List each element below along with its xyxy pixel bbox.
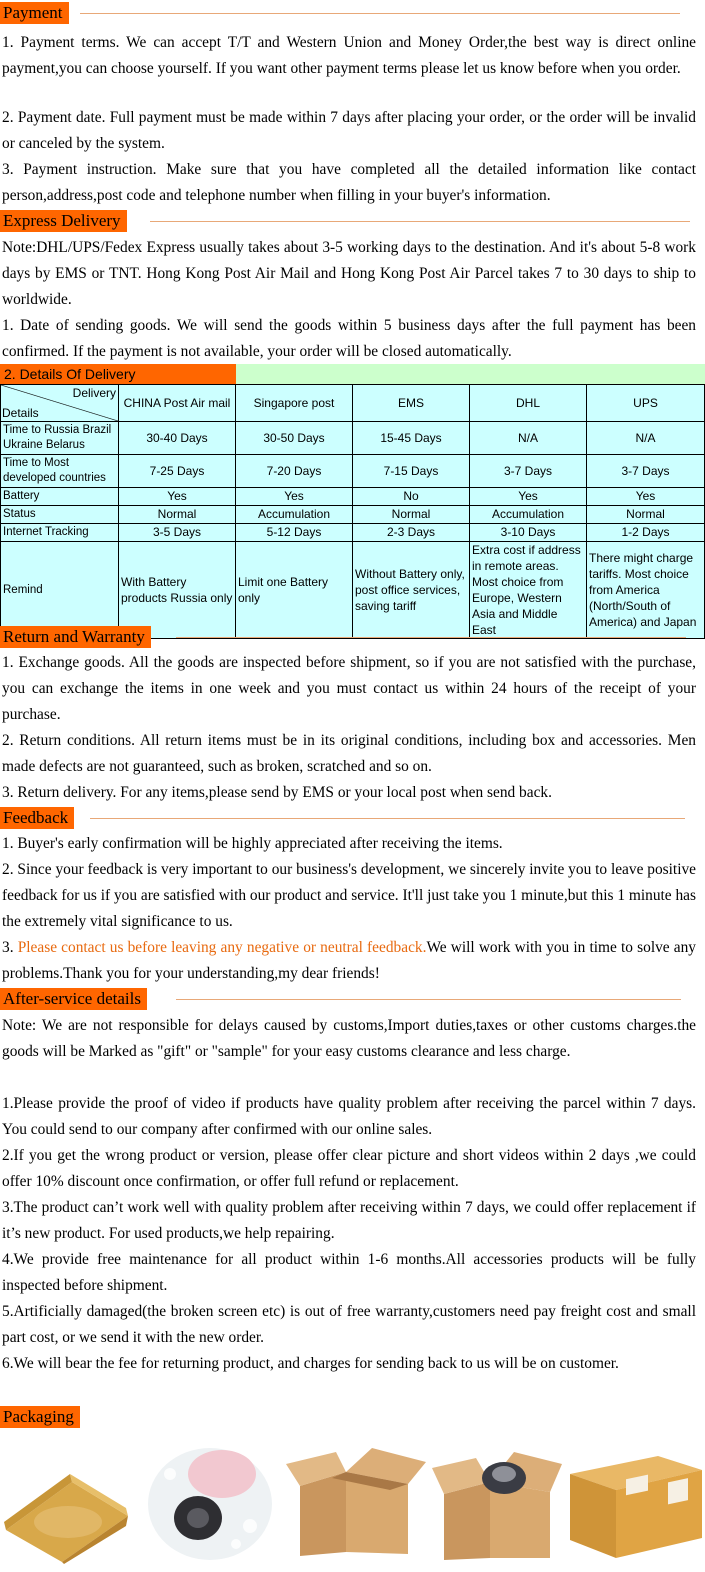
after-service-item-6: 6.We will bear the fee for returning product, and charges for sending back to us will be on customer.: [2, 1355, 619, 1372]
header-divider: [150, 221, 690, 222]
header-divider: [176, 637, 686, 638]
table-cell: 3-7 Days: [470, 455, 587, 488]
table-cell: Without Battery only, post office services, saving tariff: [353, 542, 470, 639]
table-cell: Yes: [587, 488, 705, 506]
table-title: 2. Details Of Delivery: [0, 364, 236, 384]
after-service-note: Note: We are not responsible for delays caused by customs,Import duties,taxes or other customs charges.the goods will be Marked as "gift" or "sample" for your easy customs clearance and less charge.: [2, 1017, 696, 1060]
section-title: Payment: [0, 2, 69, 24]
column-header: DHL: [470, 385, 587, 422]
column-header: Singapore post: [236, 385, 353, 422]
bubble-wrapped-item-image: [140, 1434, 280, 1564]
table-cell: 15-45 Days: [353, 422, 470, 455]
table-row: [1, 506, 705, 524]
table-cell: No: [353, 488, 470, 506]
return-item-1: 1. Exchange goods. All the goods are inspected before shipment, so if you are not satisfied with the purchase, you can exchange the items in one week and you must contact us within 24 hours of the receipt of your purchase.: [2, 654, 696, 723]
feedback-highlight-text: Please contact us before leaving any negative or neutral feedback.: [17, 939, 427, 956]
section-header-packaging: [0, 1406, 100, 1428]
payment-item-2: 2. Payment date. Full payment must be made within 7 days after placing your order, or the order will be invalid or canceled by the system.: [2, 109, 696, 152]
table-cell: 2-3 Days: [353, 524, 470, 542]
table-cell: N/A: [587, 422, 705, 455]
padded-envelope-image: [0, 1434, 132, 1564]
table-cell: Normal: [119, 506, 236, 524]
section-header-payment: [0, 2, 705, 24]
express-item-1: 1. Date of sending goods. We will send the goods within 5 business days after the full payment has been confirmed. If the payment is not available, your order will be closed automatically.: [2, 317, 696, 360]
payment-item-3: 3. Payment instruction. Make sure that you have completed all the detailed information like contact person,address,post code and telephone number when filling in your buyer's information.: [2, 161, 696, 204]
table-cell: N/A: [470, 422, 587, 455]
table-cell: Accumulation: [470, 506, 587, 524]
table-row: [1, 524, 705, 542]
table-header-row: [1, 385, 705, 422]
table-cell: Normal: [587, 506, 705, 524]
corner-label-delivery: Delivery: [72, 386, 116, 400]
table-cell: 1-2 Days: [587, 524, 705, 542]
sealed-carton-box-image: [566, 1434, 704, 1564]
payment-item-1: 1. Payment terms. We can accept T/T and Western Union and Money Order,the best way is direct online payment,you can choose yourself. If you want other payment terms please let us know before when you order.: [2, 34, 696, 77]
section-title: Express Delivery: [0, 210, 127, 232]
table-cell: 3-10 Days: [470, 524, 587, 542]
table-cell: Limit one Battery only: [236, 542, 353, 639]
table-cell: 3-7 Days: [587, 455, 705, 488]
open-carton-box-image: [286, 1434, 428, 1564]
table-cell: Normal: [353, 506, 470, 524]
row-label: Status: [1, 506, 119, 524]
after-service-item-2: 2.If you get the wrong product or version, please offer clear picture and short videos within 2 days ,we could offer 10% discount once confirmation, or offer full refund or replacement.: [2, 1147, 696, 1190]
table-cell: 7-25 Days: [119, 455, 236, 488]
section-title: After-service details: [0, 988, 147, 1010]
table-row: [1, 455, 705, 488]
row-label: Remind: [1, 542, 119, 639]
table-cell: 30-50 Days: [236, 422, 353, 455]
after-service-item-5: 5.Artificially damaged(the broken screen etc) is out of free warranty,customers need pay freight cost and small part cost, or we send it with the new order.: [2, 1303, 696, 1346]
table-cell: There might charge tariffs. Most choice from America (North/South of America) and Japan: [587, 542, 705, 639]
column-header: EMS: [353, 385, 470, 422]
after-service-item-4: 4.We provide free maintenance for all product within 1-6 months.All accessories products will be fully inspected before shipment.: [2, 1251, 696, 1294]
row-label: Battery: [1, 488, 119, 506]
column-header: CHINA Post Air mail: [119, 385, 236, 422]
table-cell: 5-12 Days: [236, 524, 353, 542]
table-cell: With Battery products Russia only: [119, 542, 236, 639]
table-cell: Extra cost if address in remote areas. Most choice from Europe, Western Asia and Middle East: [470, 542, 587, 639]
table-cell: 7-20 Days: [236, 455, 353, 488]
return-item-2: 2. Return conditions. All return items must be in its original conditions, including box and accessories. Men made defects are not guaranteed, such as broken, scratched and so on.: [2, 732, 696, 775]
table-cell: 30-40 Days: [119, 422, 236, 455]
carton-with-wrapped-item-image: [430, 1434, 565, 1564]
return-item-3: 3. Return delivery. For any items,please send by EMS or your local post when send back.: [2, 784, 552, 801]
section-header-feedback: [0, 807, 705, 829]
section-title: Return and Warranty: [0, 626, 151, 648]
table-corner-cell: [1, 385, 119, 422]
table-cell: Yes: [470, 488, 587, 506]
header-divider: [176, 999, 681, 1000]
table-row: [1, 542, 705, 639]
delivery-details-table: [0, 384, 705, 639]
table-row: [1, 488, 705, 506]
feedback-item-3-prefix: 3.: [2, 939, 18, 956]
feedback-item-3: [2, 935, 696, 987]
header-divider: [80, 13, 680, 14]
row-label: Internet Tracking: [1, 524, 119, 542]
after-service-item-1: 1.Please provide the proof of video if products have quality problem after receiving the parcel within 7 days. You could send to our company after confirmed with our online sales.: [2, 1095, 696, 1138]
section-title: Feedback: [0, 807, 74, 829]
row-label: Time to Russia Brazil Ukraine Belarus: [1, 422, 119, 455]
table-row: [1, 422, 705, 455]
header-divider: [90, 818, 685, 819]
row-label: Time to Most developed countries: [1, 455, 119, 488]
feedback-item-2: 2. Since your feedback is very important to our business's development, we sincerely invite you to leave positive feedback for us if you are satisfied with our product and service. It'll just take you 1 minute,but this 1 minute has the extremely vital significance to us.: [2, 861, 696, 930]
after-service-item-3: 3.The product can’t work well with quality problem after receiving within 7 days, we could offer replacement if it’s new product. For used products,we help repairing.: [2, 1199, 696, 1242]
table-cell: Accumulation: [236, 506, 353, 524]
table-cell: 7-15 Days: [353, 455, 470, 488]
express-note: Note:DHL/UPS/Fedex Express usually takes about 3-5 working days to the destination. And it's about 5-8 work days by EMS or TNT. Hong Kong Post Air Mail and Hong Kong Post Air Parcel takes 7 to 30 days to ship to worldwide.: [2, 239, 696, 308]
section-header-express-delivery: [0, 210, 705, 232]
table-cell: Yes: [236, 488, 353, 506]
column-header: UPS: [587, 385, 705, 422]
table-cell: 3-5 Days: [119, 524, 236, 542]
feedback-item-1: 1. Buyer's early confirmation will be highly appreciated after receiving the items.: [2, 835, 503, 852]
table-title-bar: [0, 364, 705, 384]
feedback-item-3-rest: We will work with you in time to solve any problems.Thank you for your understanding,my dear friends!: [2, 939, 696, 982]
corner-label-details: Details: [2, 406, 39, 420]
table-cell: Yes: [119, 488, 236, 506]
section-title: Packaging: [0, 1406, 80, 1428]
section-header-return-warranty: [0, 626, 705, 648]
section-header-after-service: [0, 988, 705, 1010]
